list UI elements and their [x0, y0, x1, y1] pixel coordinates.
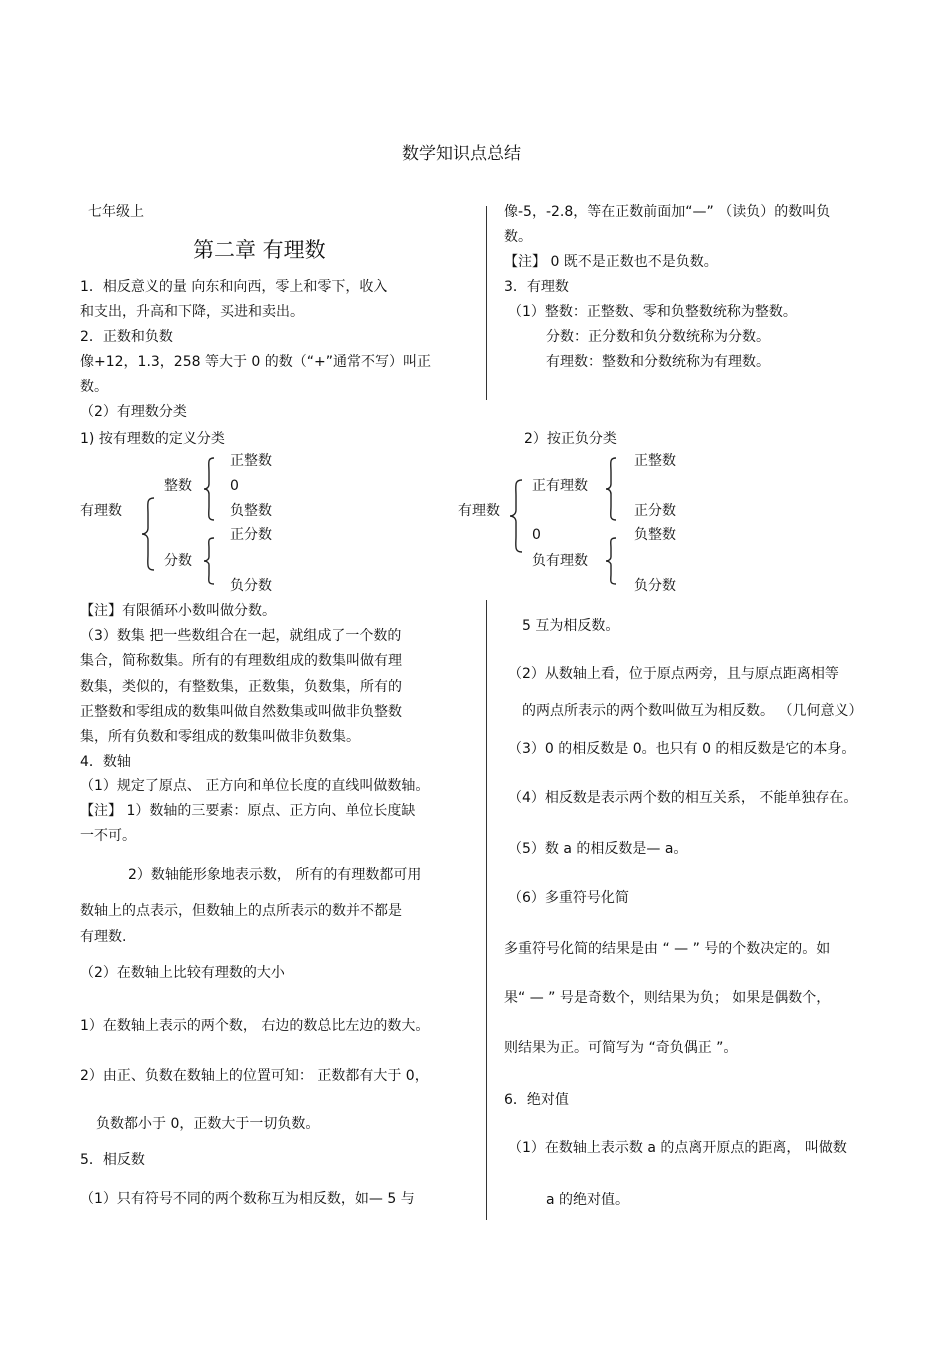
class-right-leaf: 正分数: [634, 503, 676, 519]
class-right-leaf: 负分数: [634, 578, 676, 594]
text-line: （2）有理数分类: [80, 404, 187, 420]
text-line: 1．相反意义的量 向东和向西，零上和零下，收入: [80, 279, 388, 295]
class-right-positive: 正有理数: [532, 478, 588, 494]
class-right-leaf: 负整数: [634, 527, 676, 543]
class-left-leaf: 正分数: [230, 527, 272, 543]
text-line: （1）规定了原点、 正方向和单位长度的直线叫做数轴。: [80, 778, 430, 794]
text-line: 2）数轴能形象地表示数， 所有的有理数都可用: [128, 867, 422, 883]
brace-right-negative: [604, 538, 618, 584]
brace-left-fraction: [202, 538, 216, 584]
text-line: 有理数.: [80, 929, 127, 945]
brace-right-positive: [604, 458, 618, 520]
text-line: 【注】有限循环小数叫做分数。: [80, 603, 276, 619]
text-line: 6．绝对值: [504, 1092, 569, 1108]
text-line: 则结果为正。可简写为 “奇负偶正 ”。: [504, 1040, 738, 1056]
text-line: （6）多重符号化简: [508, 890, 629, 906]
text-line: （2）在数轴上比较有理数的大小: [80, 965, 285, 981]
text-line: （2）从数轴上看，位于原点两旁，且与原点距离相等: [508, 666, 839, 682]
text-line: 果“ — ” 号是奇数个，则结果为负； 如果是偶数个，: [504, 990, 831, 1006]
text-line: （1）整数：正整数、零和负整数统称为整数。: [508, 304, 797, 320]
grade-label: 七年级上: [88, 204, 144, 220]
text-line: 像-5，-2.8，等在正数前面加“—” （读负）的数叫负: [504, 204, 831, 220]
text-line: a 的绝对值。: [546, 1192, 630, 1208]
class-left-leaf: 负分数: [230, 578, 272, 594]
text-line: 3．有理数: [504, 279, 569, 295]
text-line: 5 互为相反数。: [522, 618, 620, 634]
text-line: （1）在数轴上表示数 a 的点离开原点的距离， 叫做数: [508, 1140, 847, 1156]
class-left-heading: 1) 按有理数的定义分类: [80, 431, 225, 447]
chapter-heading: 第二章 有理数: [193, 238, 326, 262]
text-line: （3）0 的相反数是 0。也只有 0 的相反数是它的本身。: [508, 741, 856, 757]
text-line: 【注】 1）数轴的三要素：原点、正方向、单位长度缺: [80, 803, 416, 819]
text-line: 正整数和零组成的数集叫做自然数集或叫做非负整数: [80, 704, 402, 720]
class-right-root: 有理数: [458, 503, 500, 519]
text-line: 数。: [504, 229, 532, 245]
class-right-zero: 0: [532, 527, 541, 543]
column-divider-top: [486, 206, 487, 400]
text-line: 数轴上的点表示，但数轴上的点所表示的数并不都是: [80, 903, 402, 919]
class-left-fraction: 分数: [164, 553, 192, 569]
class-right-negative: 负有理数: [532, 553, 588, 569]
brace-right-root: [508, 480, 524, 552]
text-line: 负数都小于 0，正数大于一切负数。: [96, 1116, 320, 1132]
class-right-leaf: 正整数: [634, 453, 676, 469]
class-left-integer: 整数: [164, 478, 192, 494]
text-line: 数。: [80, 379, 108, 395]
text-line: 【注】 0 既不是正数也不是负数。: [504, 254, 718, 270]
brace-left-root: [140, 498, 156, 570]
text-line: 像+12，1.3，258 等大于 0 的数（“+”通常不写）叫正: [80, 354, 432, 370]
text-line: （4）相反数是表示两个数的相互关系， 不能单独存在。: [508, 790, 858, 806]
class-left-leaf: 负整数: [230, 503, 272, 519]
text-line: 有理数：整数和分数统称为有理数。: [546, 354, 770, 370]
text-line: 1）在数轴上表示的两个数， 右边的数总比左边的数大。: [80, 1018, 430, 1034]
text-line: 多重符号化简的结果是由 “ — ” 号的个数决定的。如: [504, 941, 831, 957]
text-line: 数集，类似的，有整数集，正数集，负数集，所有的: [80, 679, 402, 695]
brace-left-integer: [202, 458, 216, 520]
text-line: （1）只有符号不同的两个数称互为相反数，如— 5 与: [80, 1191, 415, 1207]
class-left-leaf: 正整数: [230, 453, 272, 469]
text-line: 4．数轴: [80, 754, 131, 770]
text-line: 2．正数和负数: [80, 329, 173, 345]
text-line: 5．相反数: [80, 1152, 145, 1168]
text-line: 一不可。: [80, 828, 136, 844]
class-left-leaf: 0: [230, 478, 239, 494]
text-line: 2）由正、负数在数轴上的位置可知： 正数都有大于 0，: [80, 1068, 429, 1084]
text-line: （5）数 a 的相反数是— a。: [508, 841, 688, 857]
document-title: 数学知识点总结: [402, 144, 521, 164]
column-divider-bottom: [486, 600, 487, 1220]
text-line: 集合，简称数集。所有的有理数组成的数集叫做有理: [80, 653, 402, 669]
text-line: 分数：正分数和负分数统称为分数。: [546, 329, 770, 345]
text-line: （3）数集 把一些数组合在一起，就组成了一个数的: [80, 628, 402, 644]
text-line: 和支出，升高和下降，买进和卖出。: [80, 304, 304, 320]
text-line: 的两点所表示的两个数叫做互为相反数。 （几何意义）: [522, 703, 863, 719]
class-right-heading: 2）按正负分类: [524, 431, 617, 447]
class-left-root: 有理数: [80, 503, 122, 519]
text-line: 集，所有负数和零组成的数集叫做非负数集。: [80, 729, 360, 745]
